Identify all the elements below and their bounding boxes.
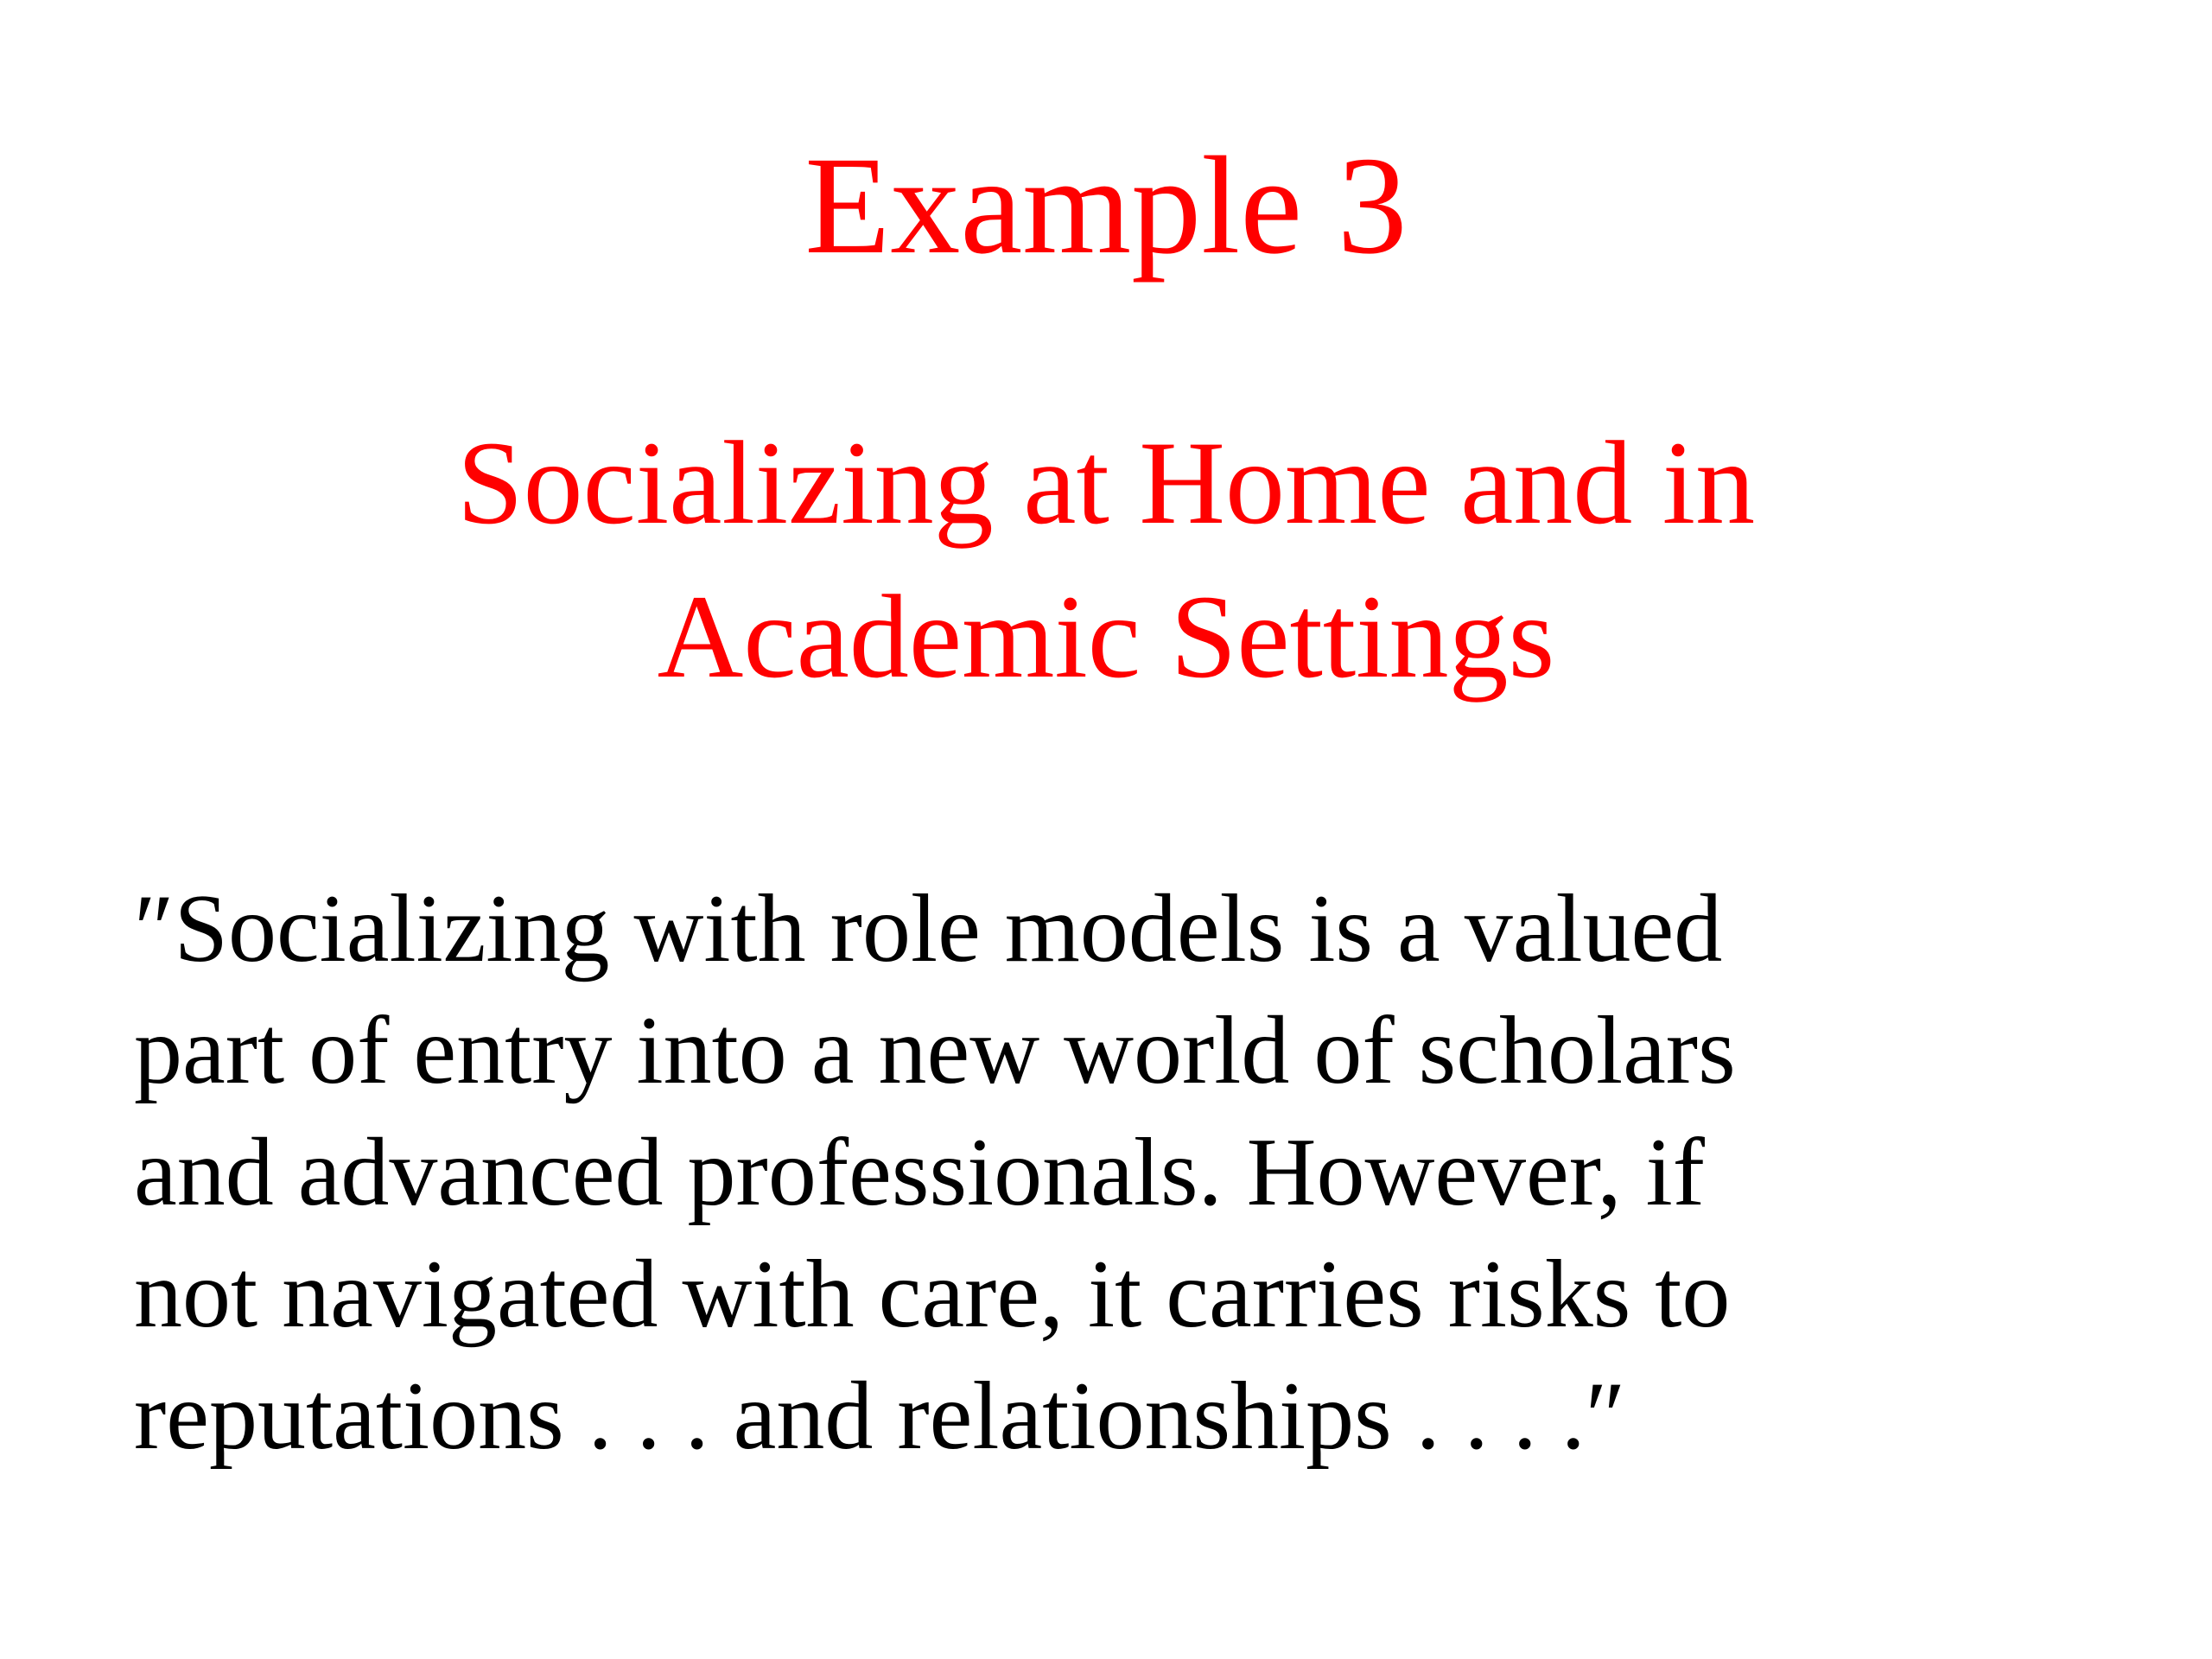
subtitle-line: Socializing at Home and in	[456, 416, 1756, 549]
quote-line: part of entry into a new world of scholars	[134, 997, 1736, 1104]
slide-title: Example 3	[804, 129, 1408, 283]
quote-line: not navigated with care, it carries risks to	[134, 1241, 1731, 1348]
quote-line: and advanced professionals. However, if	[134, 1119, 1705, 1226]
quote-block	[134, 868, 2121, 1478]
slide-subtitle	[0, 406, 2212, 714]
subtitle-line: Academic Settings	[657, 570, 1555, 702]
quote-line: reputations . . . and relationships . . . .″	[134, 1363, 1626, 1470]
quote-line: ″Socializing with role models is a valued	[134, 875, 1723, 982]
